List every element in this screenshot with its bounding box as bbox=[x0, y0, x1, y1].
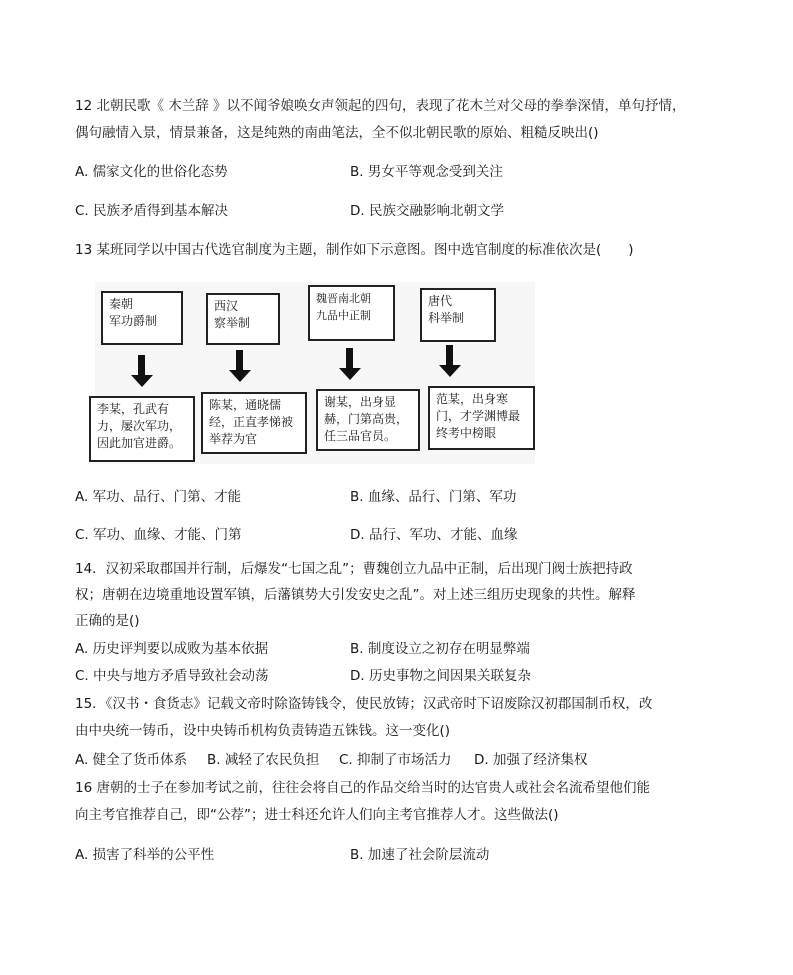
q16-stem-line2: 向主考官推荐自己，即“公荐”；进士科还允许人们向主考官推荐人才。这些做法() bbox=[75, 807, 559, 823]
q13-option-c: C. 军功、血缘、才能、门第 bbox=[75, 527, 242, 543]
q13-stem: 13 某班同学以中国古代选官制度为主题，制作如下示意图。图中选官制度的标准依次是( ) bbox=[75, 242, 634, 258]
q16-option-b: B. 加速了社会阶层流动 bbox=[350, 847, 490, 863]
q14-option-b: B. 制度设立之初存在明显弊端 bbox=[350, 641, 530, 657]
q15-stem-line1: 15．《汉书・食货志》记载文帝时除盗铸钱令，使民放铸；汉武帝时下诏废除汉初郡国制币权，改 bbox=[75, 696, 653, 712]
q13-option-d: D. 品行、军功、才能、血缘 bbox=[350, 527, 518, 543]
q12-option-a: A. 儒家文化的世俗化态势 bbox=[75, 164, 228, 180]
q12-option-c: C. 民族矛盾得到基本解决 bbox=[75, 203, 229, 219]
box-system: 军功爵制 bbox=[109, 314, 158, 328]
box-title: 魏晋南北朝 bbox=[316, 292, 371, 305]
q16-option-a: A. 损害了科举的公平性 bbox=[75, 847, 215, 863]
diagram-box-tang bbox=[420, 288, 496, 342]
q14-stem-line1: 14．汉初采取郡国并行制，后爆发“七国之乱”；曹魏创立九品中正制，后出现门阀士族把持政 bbox=[75, 561, 633, 577]
q13-option-b: B. 血缘、品行、门第、军功 bbox=[350, 489, 517, 505]
q15-option-b: B. 减轻了农民负担 bbox=[207, 752, 320, 768]
diagram-box-western-han bbox=[206, 293, 280, 345]
box-system: 察举制 bbox=[214, 316, 251, 330]
box-title: 西汉 bbox=[214, 299, 239, 313]
q14-stem-line2: 权；唐朝在边境重地设置军镇，后藩镇势大引发安史之乱”。对上述三组历史现象的共性。解释 bbox=[75, 587, 636, 603]
diagram-case-li: 李某，孔武有力，屡次军功，因此加官进爵。 bbox=[89, 396, 195, 462]
q12-stem-line1: 12 北朝民歌《 木兰辞 》以不闻爷娘唤女声领起的四句，表现了花木兰对父母的拳拳深情，单句抒情， bbox=[75, 98, 686, 114]
q12-option-b: B. 男女平等观念受到关注 bbox=[350, 164, 503, 180]
q12-stem-line2: 偶句融情入景，情景兼备，这是纯熟的南曲笔法，全不似北朝民歌的原始、粗糙反映出() bbox=[75, 125, 599, 141]
diagram-case-fan: 范某，出身寒门，才学渊博最终考中榜眼 bbox=[428, 386, 535, 450]
q14-option-a: A. 历史评判要以成败为基本依据 bbox=[75, 641, 269, 657]
diagram-case-xie: 谢某，出身显赫，门第高贵，任三品官员。 bbox=[316, 389, 420, 451]
q14-stem-line3: 正确的是() bbox=[75, 613, 140, 629]
box-title: 唐代 bbox=[428, 294, 453, 308]
q14-option-d: D. 历史事物之间因果关联复杂 bbox=[350, 668, 531, 684]
box-system: 科举制 bbox=[428, 311, 465, 325]
q15-stem-line2: 由中央统一铸币，设中央铸币机构负责铸造五铢钱。这一变化() bbox=[75, 723, 451, 739]
diagram-box-wei-jin bbox=[308, 285, 395, 341]
q15-option-a: A. 健全了货币体系 bbox=[75, 752, 188, 768]
box-system: 九品中正制 bbox=[316, 309, 371, 322]
diagram-box-qin bbox=[101, 291, 183, 345]
q15-option-c: C. 抑制了市场活力 bbox=[339, 752, 452, 768]
diagram-case-chen: 陈某，通晓儒经，正直孝悌被举荐为官 bbox=[201, 392, 307, 454]
q16-stem-line1: 16 唐朝的士子在参加考试之前，往往会将自己的作品交给当时的达官贵人或社会名流希望他们能 bbox=[75, 780, 650, 796]
q14-option-c: C. 中央与地方矛盾导致社会动荡 bbox=[75, 668, 269, 684]
q15-option-d: D. 加强了经济集权 bbox=[474, 752, 588, 768]
q13-option-a: A. 军功、品行、门第、才能 bbox=[75, 489, 242, 505]
box-title: 秦朝 bbox=[109, 297, 134, 311]
q12-option-d: D. 民族交融影响北朝文学 bbox=[350, 203, 504, 219]
